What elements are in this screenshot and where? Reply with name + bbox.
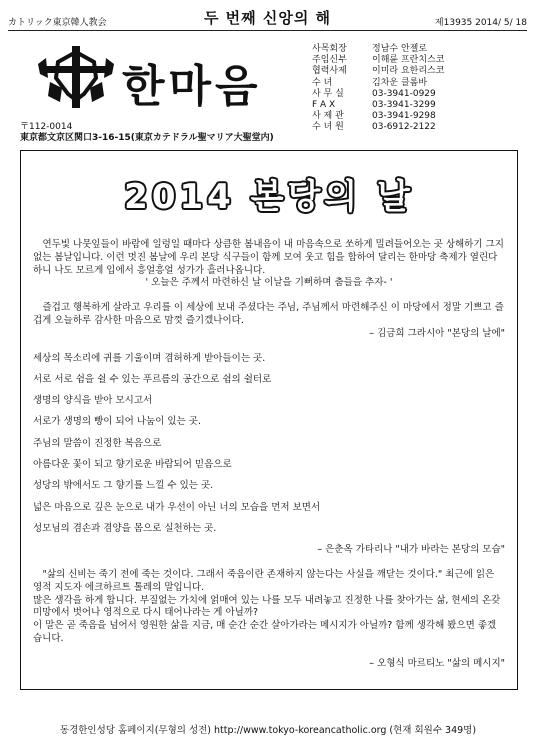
staff-value: 03-3941-3299 — [372, 100, 436, 111]
staff-label: 수 녀 원 — [312, 122, 344, 133]
staff-value: 03-3941-9298 — [372, 111, 436, 122]
address: 東京都文京区関口3-16-15(東京カテドラル聖マリア大聖堂内) — [20, 133, 274, 143]
staff-value: 이해륜 프란치스코 — [372, 55, 445, 66]
postal-code: 〒112-0014 — [20, 122, 73, 132]
poem — [33, 353, 505, 536]
article-content — [33, 239, 505, 671]
newsletter-title: 한마음 — [122, 61, 262, 112]
staff-value: 이미라 요한리스코 — [372, 66, 445, 77]
poem-line: 성모님의 겸손과 겸양을 몸으로 실천하는 곳. — [33, 522, 217, 534]
issue-date: 제13935 2014/ 5/ 18 — [434, 18, 527, 28]
poem-line: 성당의 밖에서도 그 향기를 느낄 수 있는 곳. — [33, 480, 214, 492]
poem-line: 세상의 목소리에 귀를 기울이며 겸허하게 받아들이는 곳. — [33, 352, 266, 364]
closing-attribution: – 오형식 마르티노 "삶의 메시지" — [369, 657, 505, 669]
intro-paragraph: 연두빛 나뭇잎들이 바람에 일렁일 때마다 상큼한 봄내음이 내 마음속으로 쏘하게 밀려들어오는 곳 상해하기 그지없는 봄날입니다. 이런 멋진 봄날에 우리 본당 식구들이 함께 모여 웃고 힘을 합하여 달리는 한마당 축제가 열린다 하니 나도 모르게 입에서 흥얼흥얼 성가가 흘러나옵니다. — [33, 239, 504, 276]
staff-value: 김차운 클롬바 — [372, 77, 428, 88]
staff-row — [312, 122, 524, 133]
address-block — [20, 122, 274, 144]
homepage-footer: 동경한인성당 홈페이지(무형의 성전) http://www.tokyo-koreancatholic.org (현재 회원수 349명) — [59, 725, 477, 736]
staff-row — [312, 78, 524, 89]
article-headline: 2014 본당의 날 — [124, 177, 414, 217]
staff-value: 03-3941-0929 — [372, 88, 436, 99]
year-theme: 두 번째 신앙의 해 — [203, 9, 332, 27]
article-box — [20, 150, 518, 690]
staff-row — [312, 44, 524, 55]
staff-label: F A X — [312, 100, 336, 111]
quote-attribution: – 김금희 그라시아 "본당의 날에" — [369, 327, 505, 339]
staff-row — [312, 66, 524, 77]
quote-paragraph: 즐겁고 행복하게 살라고 우리를 이 세상에 보내 주셨다는 주님, 주님께서 마련해주신 이 마당에서 정말 기쁘고 즐겁게 오늘하루 감사한 마음으로 맘껏 즐기겠나이다. — [33, 302, 504, 326]
poem-line: 생명의 양식을 받아 모시고서 — [33, 395, 153, 407]
staff-row — [312, 111, 524, 122]
poem-line: 아름다운 꽃이 되고 향기로운 바람되어 믿음으로 — [33, 459, 232, 471]
staff-label: 사 제 관 — [312, 111, 344, 122]
staff-directory — [312, 44, 524, 134]
poem-line: 서로 서로 쉼을 쉴 수 있는 푸르름의 공간으로 쉼의 쉴터로 — [33, 373, 272, 385]
staff-value: 정남수 안젤로 — [372, 44, 428, 54]
church-logo-icon — [36, 44, 116, 110]
poem-line: 주님의 말씀이 진정한 복음으로 — [33, 437, 162, 449]
staff-label: 주임신부 — [312, 55, 347, 66]
staff-row — [312, 89, 524, 100]
staff-label: 사 무 실 — [312, 88, 344, 99]
top-header — [8, 8, 527, 31]
poem-line: 넓은 마음으로 깊은 눈으로 내가 우선이 아닌 너의 모습을 먼저 보면서 — [33, 501, 321, 513]
closing-paragraph: "삶의 신비는 죽기 전에 죽는 것이다. 그래서 죽음이란 존재하지 않는다는 사실을 깨닫는 것이다." 최근에 읽은 영적 지도자 에크하르트 톨레의 말입니다. 많은 생각을 하게 합니다. 부질없는 가치에 얽매여 있는 나를 모두 내려놓고 진정한 나를 찾아가는 삶, 현세의 온갖 미망에서 벗어나 영적으로 다시 태어나라는 게 아닐까? 이 말은 곧 죽음을 넘어서 영원한 삶을 지금, 매 순간 순간 살아가라는 메시지가 아닐까? 함께 생각해 봤으면 좋겠습니다. — [33, 569, 501, 645]
staff-row — [312, 55, 524, 66]
staff-label: 사목회장 — [312, 44, 347, 54]
staff-label: 수 녀 — [312, 77, 333, 88]
poem-line: 서로가 생명의 빵이 되어 나눔이 있는 곳. — [33, 416, 201, 428]
parish-name: カトリック東京韓人教会 — [8, 18, 107, 28]
staff-value: 03-6912-2122 — [372, 122, 436, 133]
poem-attribution: – 은춘옥 가타리나 "내가 바라는 본당의 모습" — [317, 544, 505, 556]
staff-row — [312, 100, 524, 111]
slogan: ' 오늘은 주께서 마련하신 날 이날을 기뻐하며 춤들을 추자- ' — [145, 277, 393, 289]
staff-label: 협력사제 — [312, 66, 347, 77]
